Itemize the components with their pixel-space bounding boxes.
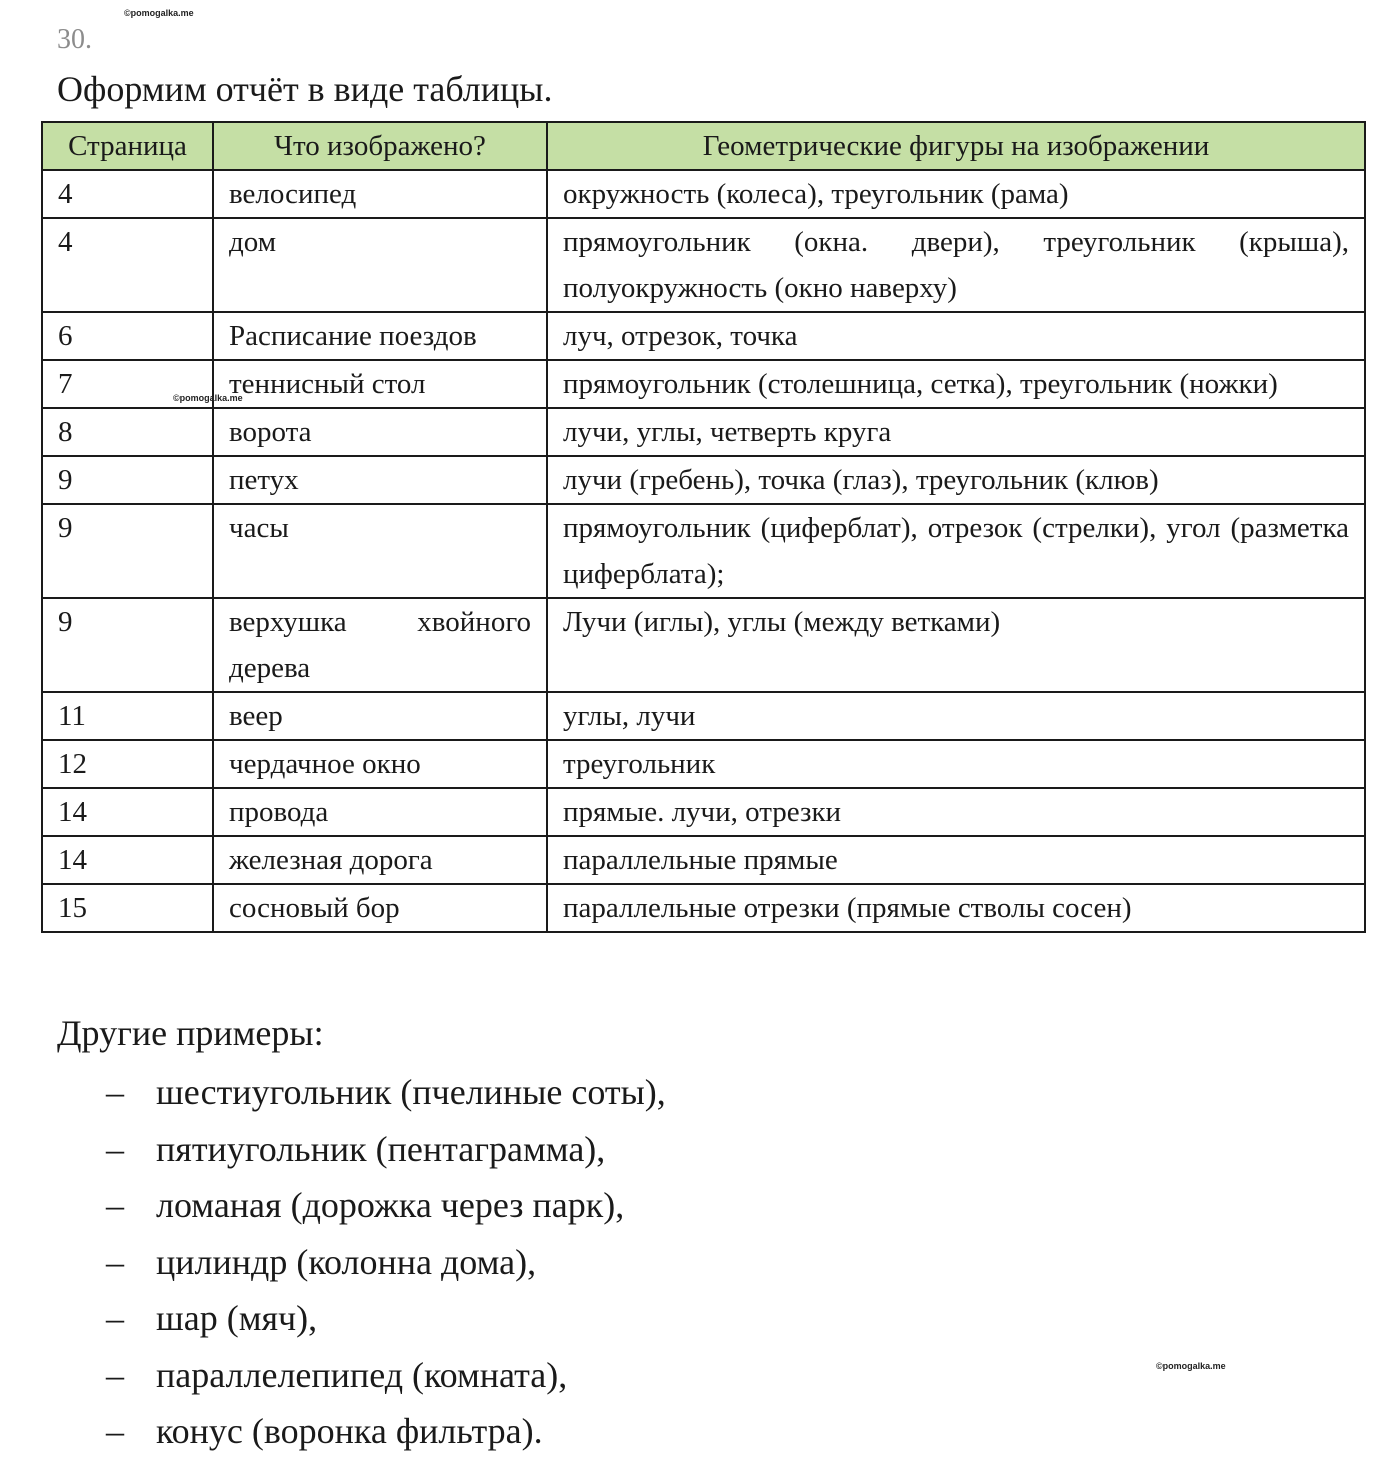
watermark-bottom: ©pomogalka.me xyxy=(1156,1361,1226,1371)
cell-figures: лучи (гребень), точка (глаз), треугольник (клюв) xyxy=(547,456,1365,504)
cell-what: Расписание поездов xyxy=(213,312,547,360)
cell-figures: параллельные отрезки (прямые стволы сосен) xyxy=(547,884,1365,932)
cell-page: 14 xyxy=(42,788,213,836)
cell-what: велосипед xyxy=(213,170,547,218)
bullet-dash: – xyxy=(106,1072,124,1112)
watermark-middle: ©pomogalka.me xyxy=(173,393,243,403)
cell-figures: прямые. лучи, отрезки xyxy=(547,788,1365,836)
table-row xyxy=(42,408,1365,456)
cell-what: железная дорога xyxy=(213,836,547,884)
cell-figures: прямоугольник (столешница, сетка), треугольник (ножки) xyxy=(547,360,1365,408)
cell-figures: прямоугольник (циферблат), отрезок (стрелки), угол (разметка циферблата); xyxy=(547,504,1365,598)
example-text: пятиугольник (пентаграмма), xyxy=(156,1128,606,1169)
table-row xyxy=(42,788,1365,836)
cell-what: ворота xyxy=(213,408,547,456)
cell-page: 9 xyxy=(42,456,213,504)
cell-page: 15 xyxy=(42,884,213,932)
cell-what: чердачное окно xyxy=(213,740,547,788)
header-what: Что изображено? xyxy=(213,122,547,170)
cell-page: 11 xyxy=(42,692,213,740)
table-row xyxy=(42,836,1365,884)
example-text: цилиндр (колонна дома), xyxy=(156,1241,537,1282)
watermark-top: ©pomogalka.me xyxy=(124,8,194,18)
table-body xyxy=(42,170,1365,932)
task-number: 30. xyxy=(57,24,92,55)
intro-text: Оформим отчёт в виде таблицы. xyxy=(57,69,553,109)
table-row xyxy=(42,312,1365,360)
cell-what: веер xyxy=(213,692,547,740)
list-item xyxy=(0,1403,666,1460)
table-row xyxy=(42,170,1365,218)
cell-page: 8 xyxy=(42,408,213,456)
bullet-dash: – xyxy=(106,1298,124,1338)
table-row xyxy=(42,884,1365,932)
table-header-row xyxy=(42,122,1365,170)
cell-page: 7 xyxy=(42,360,213,408)
cell-figures: Лучи (иглы), углы (между ветками) xyxy=(547,598,1365,692)
header-page: Страница xyxy=(42,122,213,170)
header-figures: Геометрические фигуры на изображении xyxy=(547,122,1365,170)
table-row xyxy=(42,740,1365,788)
list-item xyxy=(0,1234,666,1291)
list-item xyxy=(0,1347,666,1404)
cell-page: 6 xyxy=(42,312,213,360)
example-text: параллелепипед (комната), xyxy=(156,1354,568,1395)
table-row xyxy=(42,692,1365,740)
example-text: конус (воронка фильтра). xyxy=(156,1411,543,1451)
cell-what: верхушка хвойного дерева xyxy=(213,598,547,692)
cell-what: петух xyxy=(213,456,547,504)
list-item xyxy=(0,1121,666,1178)
cell-figures: лучи, углы, четверть круга xyxy=(547,408,1365,456)
example-text: шар (мяч), xyxy=(156,1298,318,1338)
table-row xyxy=(42,456,1365,504)
cell-what: сосновый бор xyxy=(213,884,547,932)
cell-what: дом xyxy=(213,218,547,312)
table-row xyxy=(42,598,1365,692)
cell-page: 9 xyxy=(42,504,213,598)
example-text: шестиугольник (пчелиные соты), xyxy=(156,1072,666,1112)
cell-page: 12 xyxy=(42,740,213,788)
cell-page: 9 xyxy=(42,598,213,692)
cell-figures: окружность (колеса), треугольник (рама) xyxy=(547,170,1365,218)
example-text: ломаная (дорожка через парк), xyxy=(156,1185,625,1225)
cell-page: 4 xyxy=(42,170,213,218)
cell-figures: луч, отрезок, точка xyxy=(547,312,1365,360)
cell-what: теннисный стол xyxy=(213,360,547,408)
list-item xyxy=(0,1290,666,1347)
table-row xyxy=(42,218,1365,312)
cell-page: 14 xyxy=(42,836,213,884)
bullet-dash: – xyxy=(106,1185,124,1225)
examples-list xyxy=(0,1064,666,1460)
report-table xyxy=(41,121,1366,933)
list-item xyxy=(0,1064,666,1121)
other-examples-title: Другие примеры: xyxy=(57,1013,324,1053)
bullet-dash: – xyxy=(106,1241,124,1282)
cell-page: 4 xyxy=(42,218,213,312)
table-row xyxy=(42,504,1365,598)
bullet-dash: – xyxy=(106,1128,124,1169)
cell-figures: прямоугольник (окна. двери), треугольник (крыша), полуокружность (окно наверху) xyxy=(547,218,1365,312)
cell-figures: углы, лучи xyxy=(547,692,1365,740)
list-item xyxy=(0,1177,666,1234)
cell-what: часы xyxy=(213,504,547,598)
cell-figures: параллельные прямые xyxy=(547,836,1365,884)
bullet-dash: – xyxy=(106,1411,124,1451)
cell-figures: треугольник xyxy=(547,740,1365,788)
bullet-dash: – xyxy=(106,1354,124,1395)
cell-what: провода xyxy=(213,788,547,836)
